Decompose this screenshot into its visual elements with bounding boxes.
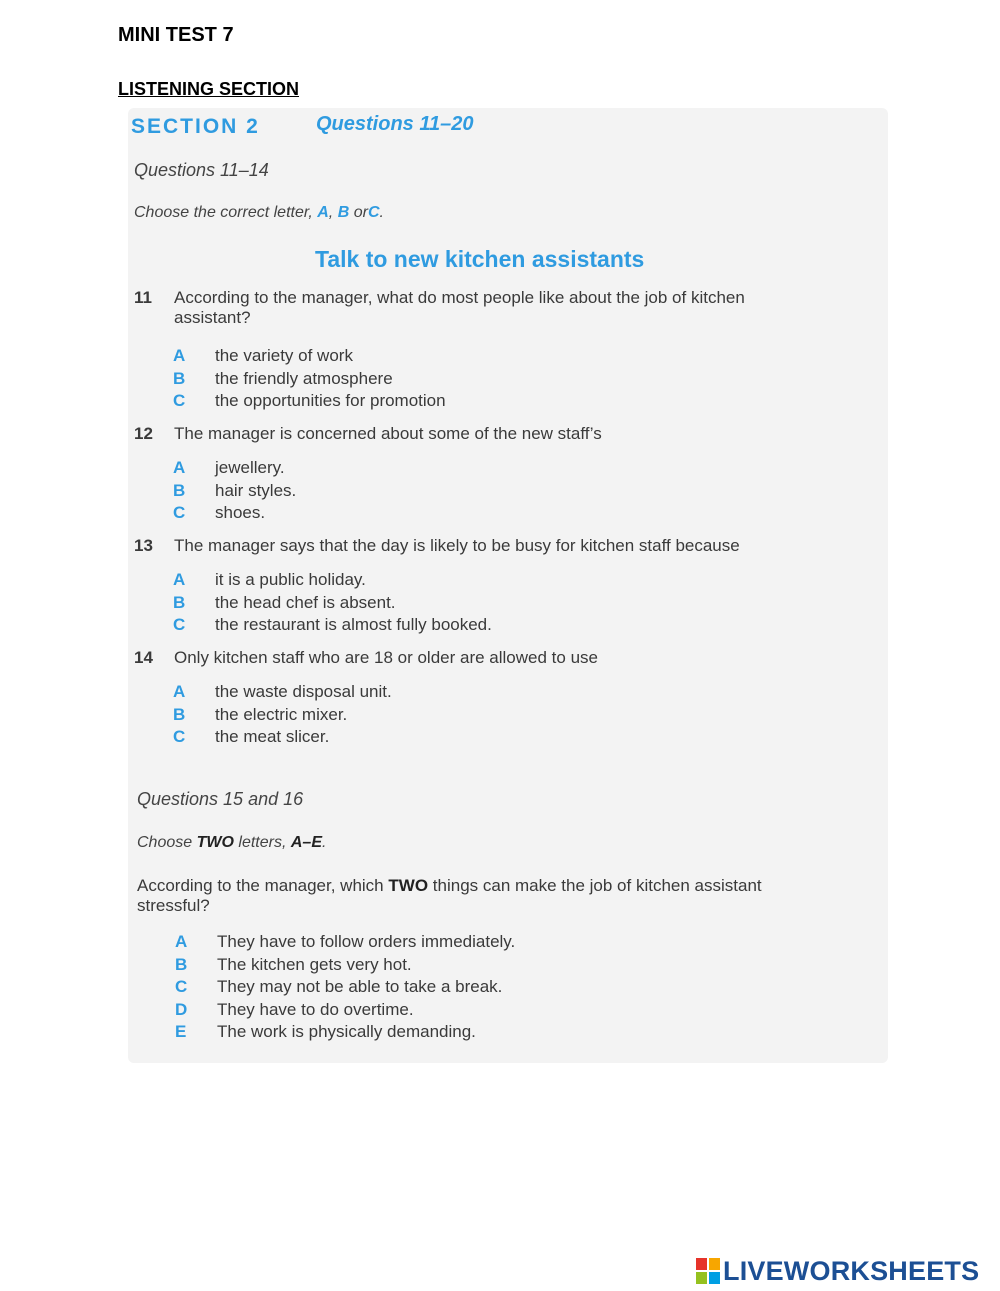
question-11-options [173, 345, 446, 413]
group2-instruction: Choose TWO letters, A–E. [137, 834, 327, 851]
option-c[interactable]: C the restaurant is almost fully booked. [173, 615, 492, 634]
question-number: 13 [134, 536, 153, 555]
question-13-options [173, 569, 492, 637]
option-a[interactable]: A the variety of work [173, 346, 353, 365]
question-number: 12 [134, 424, 153, 443]
section-subtitle: LISTENING SECTION [118, 79, 300, 99]
talk-title: Talk to new kitchen assistants [315, 246, 645, 272]
option-c[interactable]: C They may not be able to take a break. [175, 977, 503, 996]
liveworksheets-logo-icon [696, 1258, 720, 1284]
option-c[interactable]: C shoes. [173, 503, 266, 522]
group2-heading: Questions 15 and 16 [137, 789, 304, 809]
option-c[interactable]: C the meat slicer. [173, 727, 330, 746]
question-number: 14 [134, 648, 153, 667]
question-12-options [173, 457, 296, 525]
option-a[interactable]: A jewellery. [173, 458, 285, 477]
option-b[interactable]: B the head chef is absent. [173, 592, 396, 612]
question-number: 11 [134, 288, 152, 307]
option-b[interactable]: B The kitchen gets very hot. [175, 954, 412, 974]
logo-text: LIVEWORKSHEETS [723, 1255, 980, 1286]
logo-square-red [696, 1258, 707, 1270]
option-e[interactable]: E The work is physically demanding. [175, 1022, 476, 1041]
option-a[interactable]: A They have to follow orders immediately. [175, 932, 516, 951]
option-c[interactable]: C the opportunities for promotion [173, 391, 446, 410]
option-b[interactable]: B the electric mixer. [173, 704, 348, 724]
liveworksheets-logo[interactable] [696, 1253, 979, 1289]
option-b[interactable]: B hair styles. [173, 480, 297, 500]
question-12: 12 The manager is concerned about some of the new staff’s [134, 424, 602, 443]
group1-heading: Questions 11–14 [134, 160, 269, 180]
logo-square-orange [709, 1258, 720, 1270]
section-label: SECTION 2 [131, 115, 260, 138]
page-title: MINI TEST 7 [118, 24, 234, 46]
option-a[interactable]: A the waste disposal unit. [173, 682, 392, 701]
logo-square-blue [709, 1272, 720, 1284]
group2-options [175, 931, 515, 1044]
question-11: 11 According to the manager, what do most people like about the job of kitchen assistant? [134, 288, 745, 327]
logo-square-green [696, 1272, 707, 1284]
group2-stem: According to the manager, which TWO things can make the job of kitchen assistant stressful? [137, 876, 762, 915]
section-question-range: Questions 11–20 [316, 113, 474, 135]
question-14-options [173, 681, 392, 749]
question-14: 14 Only kitchen staff who are 18 or older are allowed to use [134, 648, 598, 667]
option-a[interactable]: A it is a public holiday. [173, 570, 366, 589]
option-d[interactable]: D They have to do overtime. [175, 999, 414, 1019]
group1-instruction: Choose the correct letter, A, B orC. [134, 204, 384, 221]
option-b[interactable]: B the friendly atmosphere [173, 368, 393, 388]
question-13: 13 The manager says that the day is likely to be busy for kitchen staff because [134, 536, 740, 555]
